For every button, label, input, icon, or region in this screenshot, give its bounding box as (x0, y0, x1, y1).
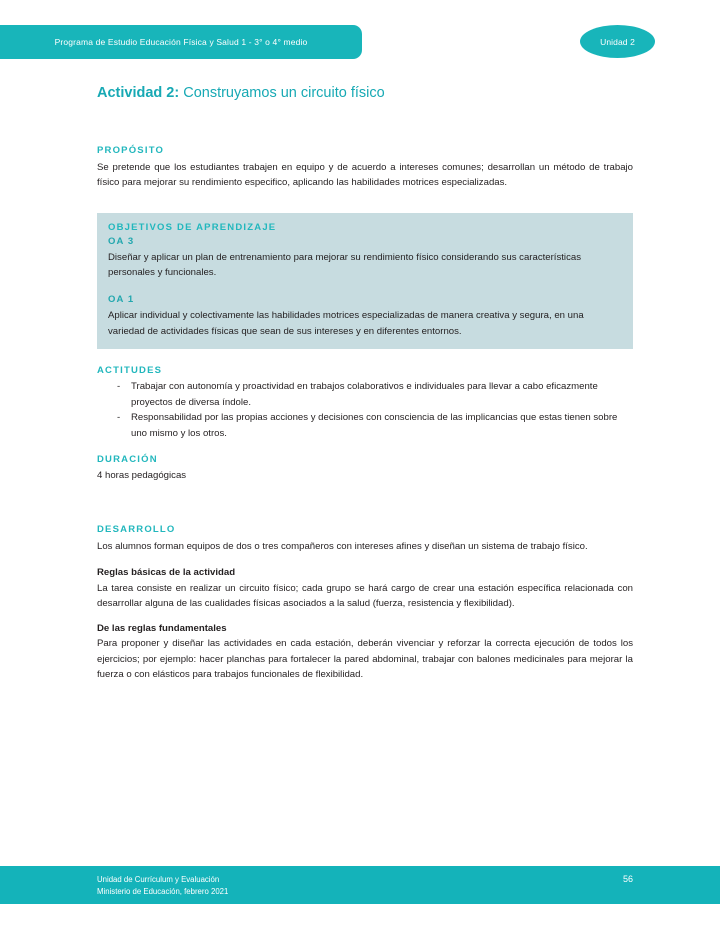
desarrollo-intro-text: Los alumnos forman equipos de dos o tres compañeros con intereses afines y diseñan un sistema de trabajo físico. (97, 540, 588, 552)
unit-badge (580, 25, 655, 58)
list-item-text: Trabajar con autonomía y proactividad en trabajos colaborativos e individuales para llevar a cabo eficazmente proyectos de diversa índole. (131, 381, 598, 408)
proposito-heading: PROPÓSITO (97, 144, 165, 156)
unit-badge-label: Unidad 2 (600, 36, 635, 47)
footer-line-2: Ministerio de Educación, febrero 2021 (97, 886, 229, 896)
section-proposito (97, 145, 633, 191)
paragraph-spacer (97, 612, 633, 621)
objetivo-text: Diseñar y aplicar un plan de entrenamiento para mejorar su rendimiento físico considerando sus características personales y funcionales. (108, 251, 581, 279)
list-item (97, 379, 633, 410)
objetivo-code: OA 1 (108, 293, 135, 305)
section-duracion (97, 454, 633, 484)
list-item-text: Responsabilidad por las propias acciones y decisiones con consciencia de las implicancias que estas tienen sobre uno mismo y los otros. (131, 412, 618, 439)
page-title (97, 84, 633, 103)
objetivos-heading: OBJETIVOS DE APRENDIZAJE (108, 221, 277, 233)
page-title-rest: Construyamos un circuito físico (179, 85, 385, 101)
objetivo-code: OA 3 (108, 235, 135, 247)
footer-organization (97, 874, 228, 897)
paragraph-spacer (97, 554, 633, 565)
desarrollo-subheading-reglas-basicas: Reglas básicas de la actividad (97, 567, 236, 579)
section-objetivos-box (97, 213, 633, 349)
duracion-text: 4 horas pedagógicas (97, 470, 187, 482)
actitudes-list (97, 379, 633, 441)
objetivos-spacer (108, 281, 622, 294)
page-content (97, 84, 633, 683)
section-desarrollo (97, 524, 633, 683)
objetivo-text: Aplicar individual y colectivamente las habilidades motrices especializadas de manera creativa y segura, en una variedad de actividades físicas que sean de sus intereses y en diferentes entornos. (108, 309, 584, 337)
desarrollo-subheading-reglas-fundamentales: De las reglas fundamentales (97, 622, 227, 634)
footer-content (97, 874, 633, 897)
section-actitudes (97, 365, 633, 441)
desarrollo-heading: DESARROLLO (97, 523, 176, 535)
dash-bullet-icon: - (117, 412, 121, 424)
list-item (97, 410, 633, 441)
actitudes-heading: ACTITUDES (97, 365, 163, 377)
page-header (0, 25, 720, 59)
objetivo-item (108, 236, 622, 281)
proposito-text: Se pretende que los estudiantes trabajen en equipo y de acuerdo a intereses comunes; desarrollan un método de trabajo físico para mejorar su rendimiento especifico, aplicando las habilidades motrices especializadas. (97, 161, 633, 189)
page-number: 56 (622, 874, 633, 884)
footer-line-1: Unidad de Currículum y Evaluación (97, 875, 220, 884)
desarrollo-reglas-basicas-text: La tarea consiste en realizar un circuito físico; cada grupo se hará cargo de crear una estación específica relacionada con desarrollar alguna de las cualidades físicas asociados a la salud (fuerza, resistencia y flexibilidad). (97, 582, 633, 610)
program-header-band (0, 25, 362, 59)
program-header-label: Programa de Estudio Educación Física y Salud 1 - 3° o 4° medio (54, 37, 308, 47)
page-title-prefix: Actividad 2: (97, 85, 180, 101)
objetivo-item (108, 294, 622, 339)
page-footer (0, 866, 720, 904)
desarrollo-reglas-fundamentales-text: Para proponer y diseñar las actividades en cada estación, deberán vivenciar y reforzar la correcta ejecución de todos los ejercicios; por ejemplo: hacer planchas para fortalecer la pared abdominal, trabajar con balones medicinales para mejorar la fuerza o con elásticos para trabajos funcionales de flexibilidad. (97, 638, 633, 681)
duracion-heading: DURACIÓN (97, 454, 158, 466)
dash-bullet-icon: - (117, 381, 121, 393)
